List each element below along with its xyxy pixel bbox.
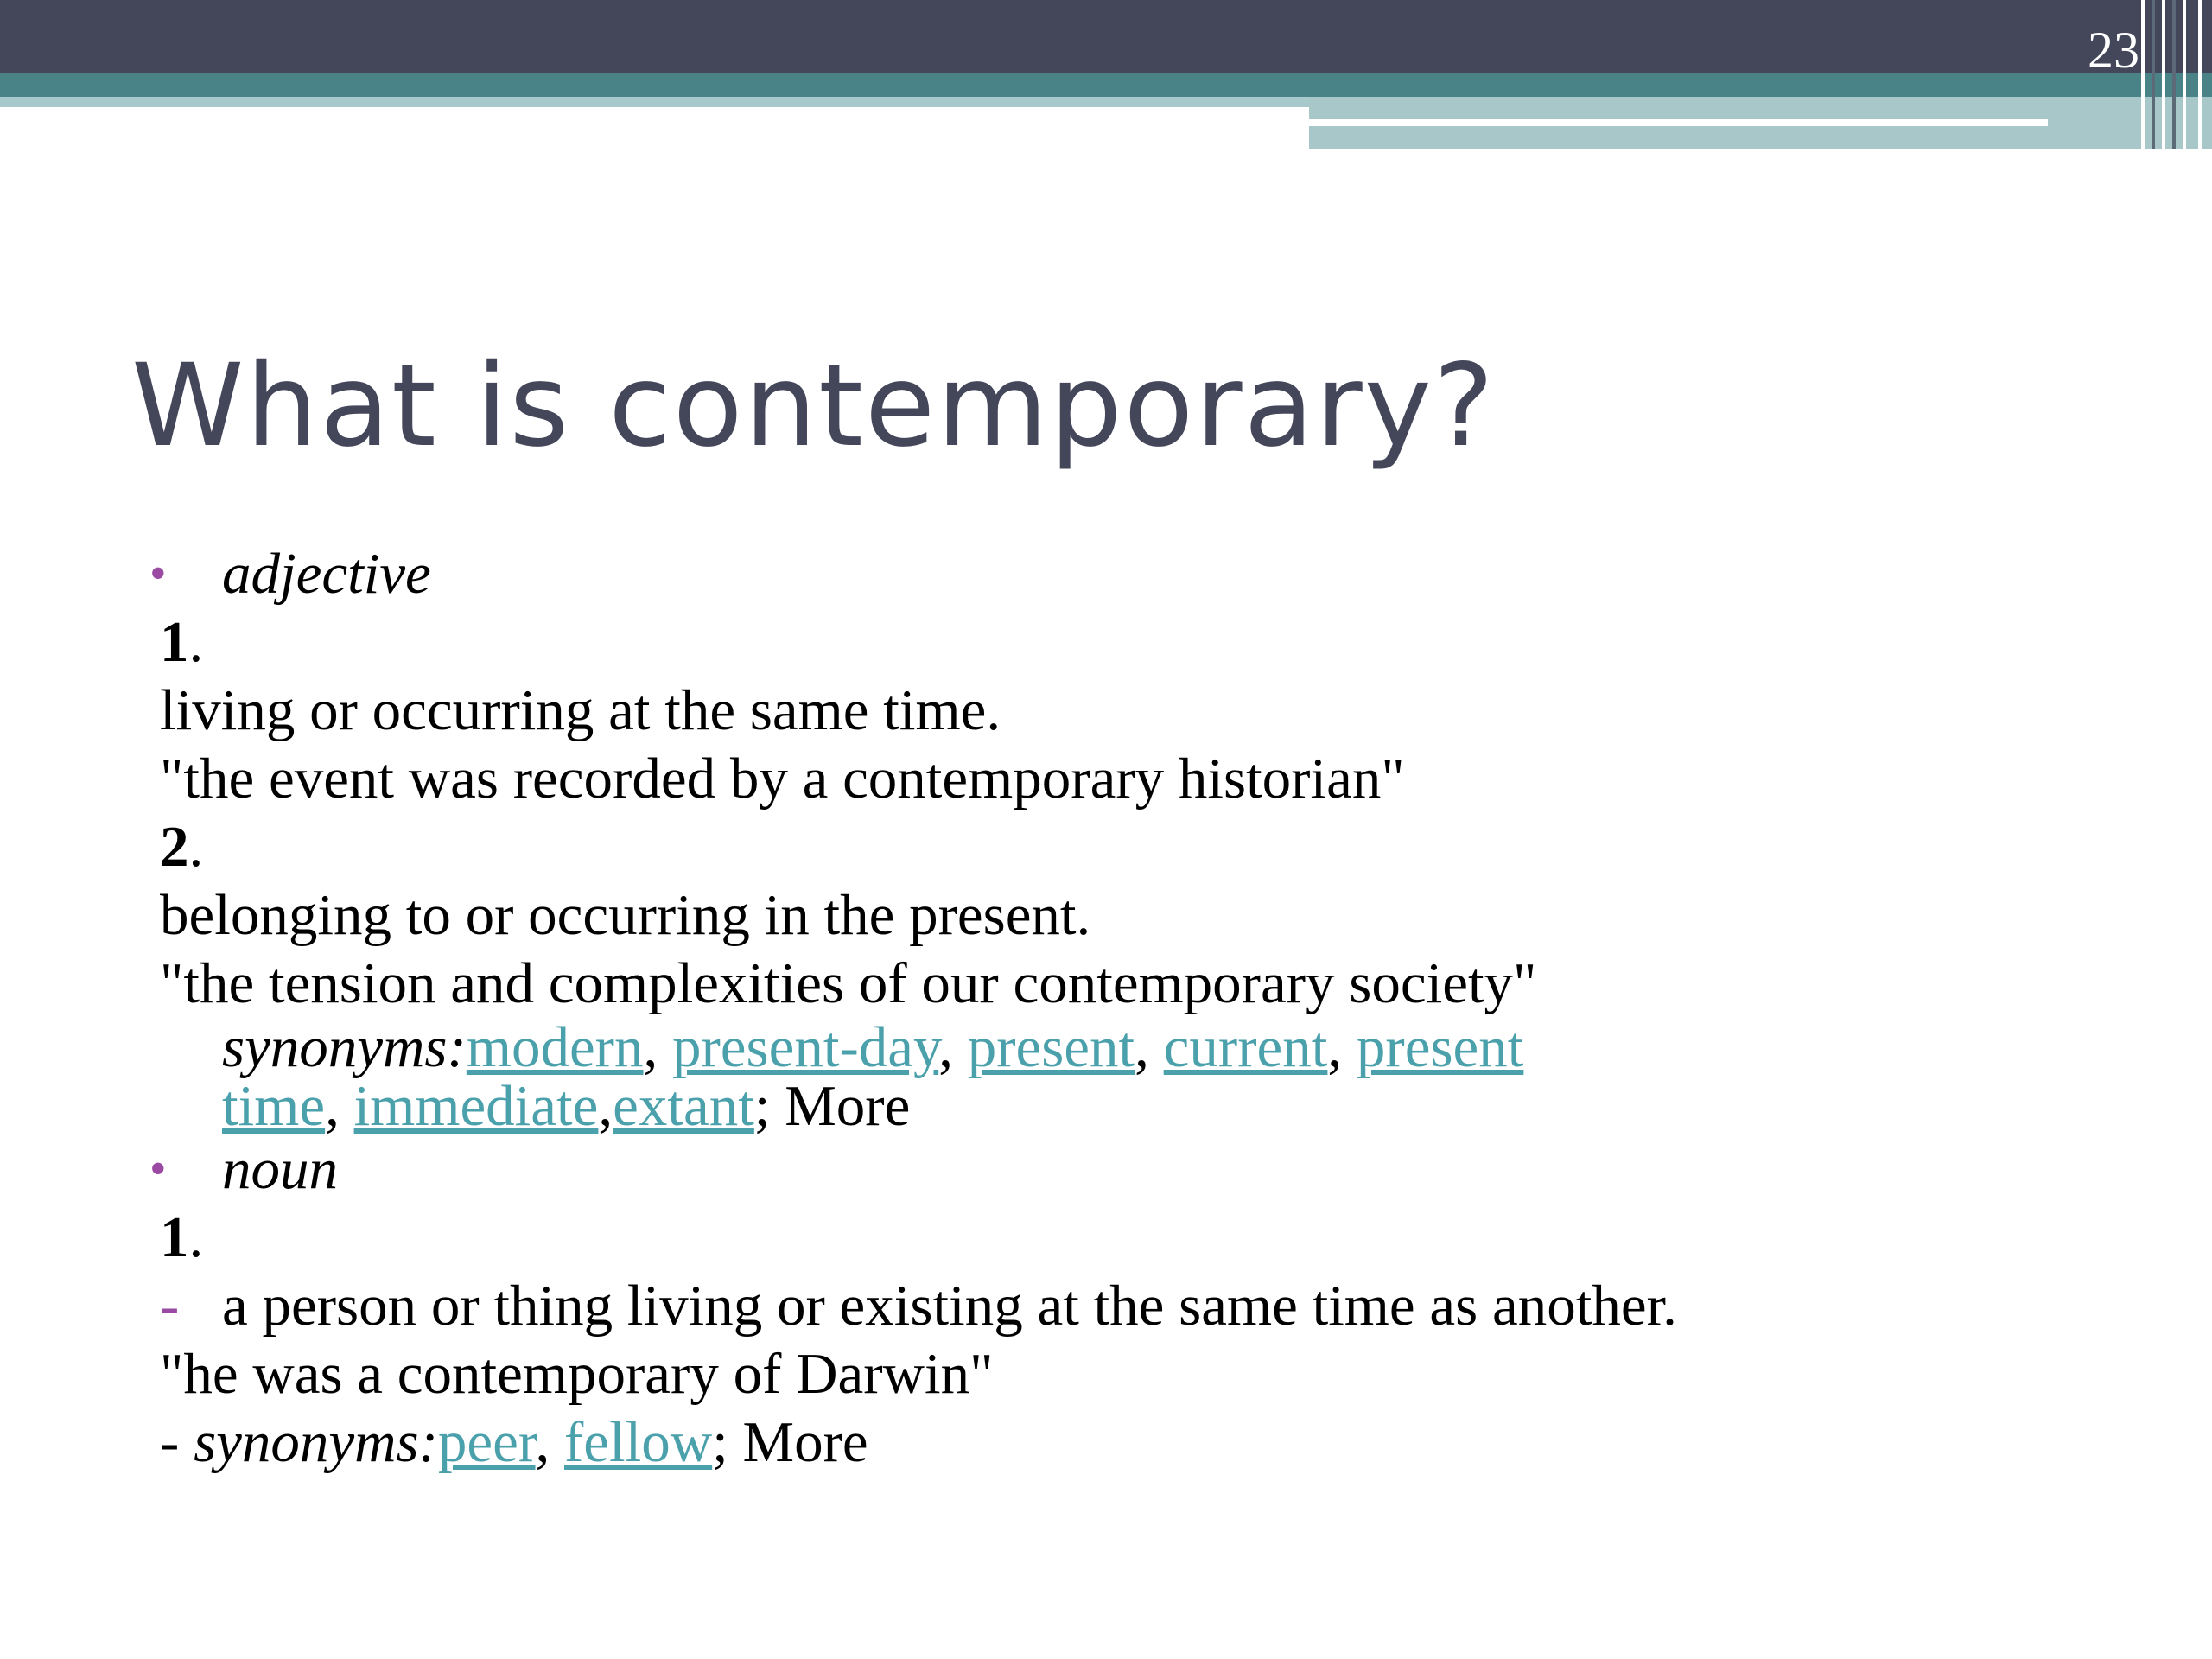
definition: belonging to or occurring in the present.: [160, 883, 1091, 947]
sense-number-value: 1: [160, 610, 189, 674]
synonyms-label: synonyms:: [222, 1015, 467, 1079]
header-stripe: [2183, 0, 2186, 149]
synonym-link[interactable]: present-day: [672, 1015, 939, 1079]
header-teal-band: [0, 73, 2212, 97]
synonym-link[interactable]: peer: [437, 1410, 536, 1474]
synonym-link[interactable]: current: [1163, 1015, 1328, 1079]
header-stripe: [2172, 0, 2176, 149]
part-of-speech: adjective: [222, 542, 431, 606]
synonym-link[interactable]: present: [967, 1015, 1135, 1079]
synonyms-label: synonyms:: [194, 1410, 438, 1474]
header-stripe: [2152, 0, 2155, 149]
sense-number: 1.: [160, 1205, 204, 1269]
synonym-link[interactable]: immediate: [353, 1074, 599, 1138]
synonyms-prefix: -: [160, 1410, 194, 1474]
bullet-dot-icon: •: [149, 547, 167, 601]
synonyms-line: - synonyms:peer, fellow; More: [160, 1410, 868, 1474]
sense-number: 1.: [160, 610, 204, 674]
page-number: 23: [2088, 22, 2139, 79]
header-dark-band: [0, 0, 2212, 73]
bullet-dot-icon: •: [149, 1142, 167, 1196]
definition: living or occurring at the same time.: [160, 678, 1001, 742]
header-stripe: [2141, 0, 2145, 149]
definition: a person or thing living or existing at the same time as another.: [222, 1274, 1677, 1338]
synonym-link[interactable]: extant: [613, 1074, 754, 1138]
synonyms-line-continued: time, immediate,extant; More: [222, 1074, 911, 1138]
sense-number-value: 2: [160, 815, 189, 879]
synonym-link[interactable]: time: [222, 1074, 326, 1138]
bullet-item-noun: [149, 1135, 2147, 1204]
example-quote: "he was a contemporary of Darwin": [160, 1342, 994, 1406]
synonyms-line: synonyms:modern, present-day, present, current, present: [222, 1015, 1524, 1079]
definition-line: [160, 1272, 2147, 1340]
slide-body: [149, 540, 2147, 1477]
synonym-link[interactable]: present: [1356, 1015, 1524, 1079]
more-link[interactable]: More: [785, 1074, 911, 1138]
header-light-band: [0, 97, 1309, 107]
sense-number-value: 1: [160, 1205, 189, 1269]
bullet-item-adjective: [149, 540, 2147, 608]
header-stripe: [2198, 0, 2202, 149]
dash-bullet: -: [160, 1274, 180, 1338]
more-link[interactable]: More: [742, 1410, 868, 1474]
synonym-link[interactable]: fellow: [564, 1410, 713, 1474]
sense-number: 2.: [160, 815, 204, 879]
header-white-rule: [1309, 119, 2048, 126]
header-stripe: [2162, 0, 2165, 149]
header-lower-block: [1309, 138, 1784, 149]
example-quote: "the event was recorded by a contemporary historian": [160, 747, 1405, 810]
synonym-link[interactable]: modern: [466, 1015, 644, 1079]
slide-title: What is contemporary?: [131, 340, 1496, 473]
example-quote: "the tension and complexities of our contemporary society": [160, 951, 1537, 1015]
part-of-speech: noun: [222, 1137, 338, 1201]
